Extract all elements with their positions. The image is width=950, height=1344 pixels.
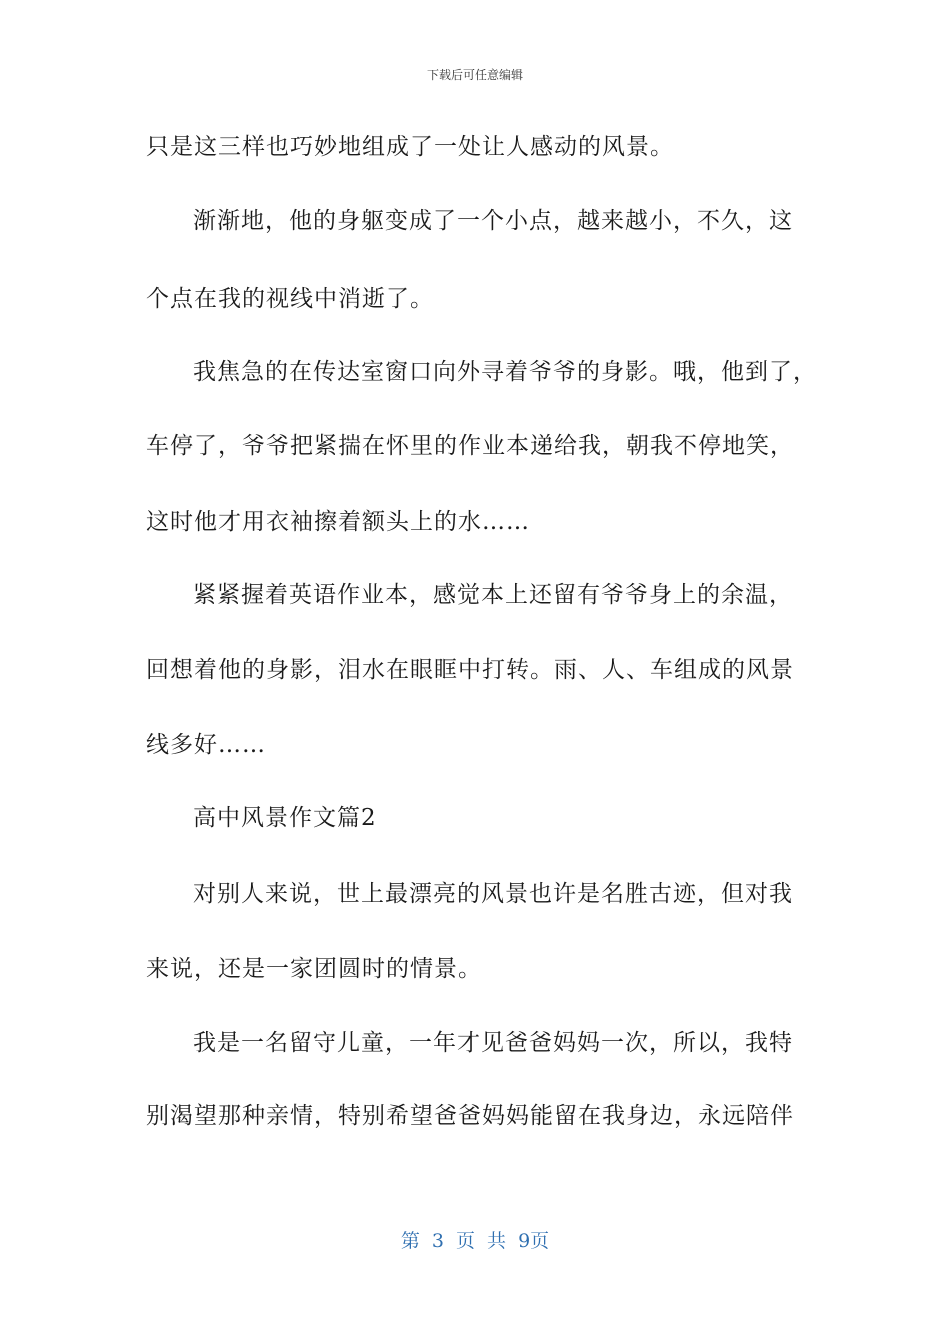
text-line: 这时他才用衣袖擦着额头上的水…… — [146, 509, 530, 535]
text-line: 对别人来说，世上最漂亮的风景也许是名胜古迹，但对我 — [193, 881, 793, 907]
text-line: 我焦急的在传达室窗口向外寻着爷爷的身影。哦，他到了， — [193, 359, 817, 385]
text-line: 回想着他的身影，泪水在眼眶中打转。雨、人、车组成的风景 — [146, 657, 794, 683]
text-line: 我是一名留守儿童，一年才见爸爸妈妈一次，所以，我特 — [193, 1030, 793, 1056]
page-header: 下载后可任意编辑 — [426, 68, 523, 82]
text-line: 线多好…… — [146, 732, 266, 758]
text-line: 渐渐地，他的身躯变成了一个小点，越来越小，不久，这 — [193, 208, 793, 234]
page-number-footer: 第 3 页 共 9页 — [400, 1230, 550, 1252]
text-line: 紧紧握着英语作业本，感觉本上还留有爷爷身上的余温， — [193, 582, 793, 608]
text-line: 车停了，爷爷把紧揣在怀里的作业本递给我，朝我不停地笑， — [146, 433, 794, 459]
section-heading: 高中风景作文篇2 — [193, 805, 377, 831]
text-line: 个点在我的视线中消逝了。 — [146, 286, 434, 312]
text-line: 来说，还是一家团圆时的情景。 — [146, 956, 482, 982]
text-line: 只是这三样也巧妙地组成了一处让人感动的风景。 — [146, 134, 674, 160]
text-line: 别渴望那种亲情，特别希望爸爸妈妈能留在我身边，永远陪伴 — [146, 1103, 794, 1129]
